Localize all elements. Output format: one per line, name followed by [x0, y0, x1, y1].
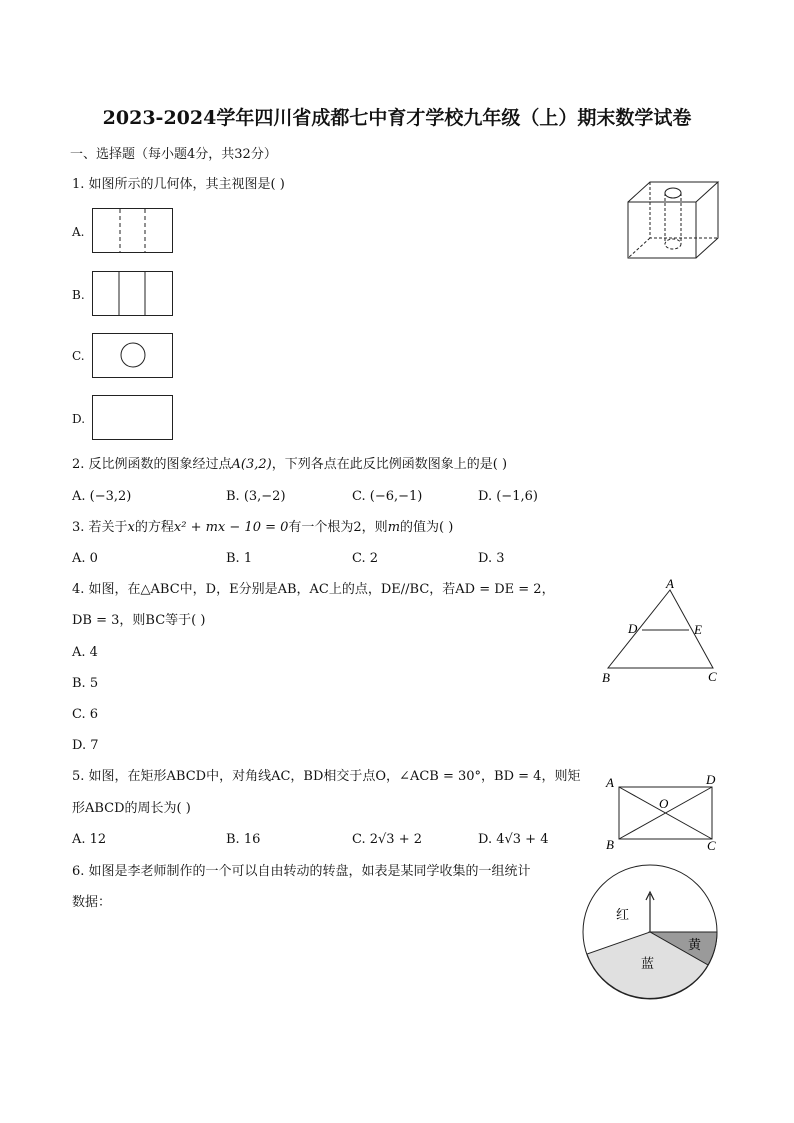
q5-option-c[interactable]: C. 2√3 + 2: [352, 832, 423, 847]
q3-option-a[interactable]: A. 0: [72, 551, 98, 566]
q5-stem-line2: 形ABCD的周长为( ): [72, 801, 191, 816]
q3-option-c[interactable]: C. 2: [352, 551, 379, 566]
q4-label-b: B: [602, 670, 610, 685]
q3-stem-a: 3. 若关于: [72, 520, 128, 535]
q5-label-b: B: [606, 837, 614, 852]
q6-spinner-figure: [580, 864, 720, 1004]
q6-stem-line1: 6. 如图是李老师制作的一个可以自由转动的转盘，如表是某同学收集的一组统计: [72, 864, 531, 879]
q5-label-a: A: [606, 775, 614, 790]
q2-option-d[interactable]: D. (−1,6): [478, 489, 538, 504]
q4-label-d: D: [628, 621, 638, 636]
q3-stem-var: x: [127, 520, 135, 535]
page-title: 2023-2024学年四川省成都七中育才学校九年级（上）期末数学试卷: [102, 107, 692, 129]
q1-solid-figure: [620, 176, 730, 266]
q2-stem-a: 2. 反比例函数的图象经过点: [72, 457, 232, 472]
q3-stem-d: 的值为( ): [400, 520, 454, 535]
q4-triangle-figure: [598, 578, 728, 686]
q4-label-e: E: [694, 622, 702, 637]
q4-stem-line2: DB = 3，则BC等于( ): [72, 613, 206, 628]
q4-option-d[interactable]: D. 7: [72, 738, 99, 753]
q2-stem-b: ，下列各点在此反比例函数图象上的是( ): [271, 457, 508, 472]
q2-stem: [72, 457, 507, 473]
section-heading: 一、选择题（每小题4分，共32分）: [70, 147, 277, 162]
q4-label-c: C: [708, 669, 717, 684]
q5-label-d: D: [706, 772, 716, 787]
q1-option-c-label[interactable]: C.: [72, 349, 85, 363]
q3-stem-eq: x² + mx − 10 = 0: [173, 520, 289, 535]
q2-option-c[interactable]: C. (−6,−1): [352, 489, 423, 504]
q1-option-b-label[interactable]: B.: [72, 288, 85, 302]
q3-option-b[interactable]: B. 1: [226, 551, 253, 566]
q1-option-d-figure: [92, 395, 174, 441]
q1-option-c-figure: [92, 333, 174, 379]
q6-label-yellow: 黄: [688, 938, 702, 953]
q4-option-c[interactable]: C. 6: [72, 707, 99, 722]
q3-stem-c: 有一个根为2，则: [288, 520, 388, 535]
q1-option-b-figure: [92, 271, 174, 317]
q5-option-a[interactable]: A. 12: [72, 832, 107, 847]
q5-stem-line1: 5. 如图，在矩形ABCD中，对角线AC，BD相交于点O，∠ACB = 30°，BD = 4，则矩: [72, 769, 581, 784]
q5-option-b[interactable]: B. 16: [226, 832, 261, 847]
q4-stem-line1: 4. 如图，在△ABC中，D，E分别是AB，AC上的点，DE//BC，若AD = DE = 2，: [72, 582, 555, 597]
q3-stem-m: m: [387, 520, 401, 535]
q1-option-d-label[interactable]: D.: [72, 412, 86, 426]
q2-option-a[interactable]: A. (−3,2): [72, 489, 132, 504]
q2-option-b[interactable]: B. (3,−2): [226, 489, 286, 504]
q5-label-o: O: [659, 796, 669, 811]
q6-label-red: 红: [616, 908, 630, 923]
q4-option-b[interactable]: B. 5: [72, 676, 99, 691]
q3-stem: [72, 520, 453, 536]
q3-option-d[interactable]: D. 3: [478, 551, 505, 566]
q5-option-d[interactable]: D. 4√3 + 4: [478, 832, 549, 847]
q2-stem-point: A(3,2): [231, 457, 272, 472]
q4-option-a[interactable]: A. 4: [72, 645, 98, 660]
q6-label-blue: 蓝: [641, 957, 655, 972]
q4-label-a: A: [666, 576, 674, 591]
q1-stem: 1. 如图所示的几何体，其主视图是( ): [72, 177, 285, 192]
q3-stem-b: 的方程: [134, 520, 174, 535]
q1-option-a-figure: [92, 208, 174, 254]
q5-rectangle-figure: [600, 770, 725, 854]
q5-label-c: C: [707, 838, 716, 853]
q1-option-a-label[interactable]: A.: [72, 225, 85, 239]
q6-stem-line2: 数据：: [72, 895, 112, 910]
